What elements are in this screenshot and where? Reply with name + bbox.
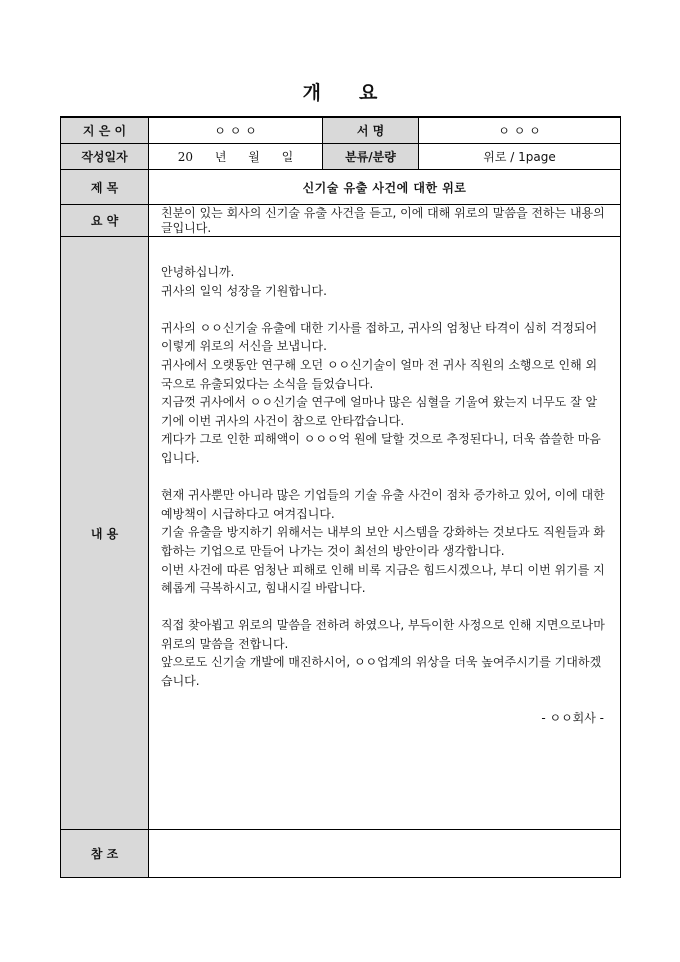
content-paragraph: 안녕하십니까. 귀사의 일익 성장을 기원합니다. [161, 265, 327, 298]
summary-table [60, 116, 621, 878]
date-label: 작성일자 [61, 144, 149, 170]
title-left: 개 [302, 82, 321, 104]
content-body [149, 237, 621, 830]
date-value: 20 년 월 일 [149, 144, 323, 170]
summary-label: 요 약 [61, 205, 149, 237]
subject-label: 제 목 [61, 170, 149, 205]
reference-label: 참 조 [61, 830, 149, 878]
reference-value [149, 830, 621, 878]
content-paragraph: 직접 찾아뵙고 위로의 말씀을 전하려 하였으나, 부득이한 사정으로 인해 지면으로나마 위로의 말씀을 전합니다. 앞으로도 신기술 개발에 매진하시어, ㅇㅇ업계의 위상을 더욱 높여주시기를 기대하겠습니다. [161, 618, 605, 689]
signature-value: ㅇ ㅇ ㅇ [419, 117, 621, 144]
row-subject [61, 170, 621, 205]
subject-value: 신기술 유출 사건에 대한 위로 [149, 170, 621, 205]
author-label: 지 은 이 [61, 117, 149, 144]
row-content [61, 237, 621, 830]
content-paragraph: 현재 귀사뿐만 아니라 많은 기업들의 기술 유출 사건이 점차 증가하고 있어, 이에 대한 예방책이 시급하다고 여겨집니다. 기술 유출을 방지하기 위해서는 내부의 보안 시스템을 강화하는 것보다도 직원들과 화합하는 기업으로 만들어 나가는 것이 최선의 방안이라 생각합니다. 이번 사건에 따른 엄청난 피해로 인해 비록 지금은 힘드시겠으나, 부디 이번 위기를 지혜롭게 극복하시고, 힘내시길 바랍니다. [161, 488, 605, 596]
row-reference [61, 830, 621, 878]
content-label: 내 용 [61, 237, 149, 830]
closing-signature: - ㅇㅇ회사 - [541, 710, 604, 725]
document-title [0, 78, 680, 105]
summary-value: 친분이 있는 회사의 신기술 유출 사건을 듣고, 이에 대해 위로의 말씀을 전하는 내용의 글입니다. [149, 205, 621, 237]
row-date [61, 144, 621, 170]
category-value: 위로 / 1page [419, 144, 621, 170]
title-right: 요 [359, 82, 378, 104]
author-value: ㅇ ㅇ ㅇ [149, 117, 323, 144]
row-summary [61, 205, 621, 237]
category-label: 분류/분량 [323, 144, 419, 170]
row-author [61, 117, 621, 144]
signature-label: 서 명 [323, 117, 419, 144]
content-paragraph: 귀사의 ㅇㅇ신기술 유출에 대한 기사를 접하고, 귀사의 엄청난 타격이 심히 걱정되어 이렇게 위로의 서신을 보냅니다. 귀사에서 오랫동안 연구해 오던 ㅇㅇ신기술이 얼마 전 귀사 직원의 소행으로 인해 외국으로 유출되었다는 소식을 들었습니다. 지금껏 귀사에서 ㅇㅇ신기술 연구에 얼마나 많은 심혈을 기울여 왔는지 너무도 잘 알기에 이번 귀사의 사건이 참으로 안타깝습니다. 게다가 그로 인한 피해액이 ㅇㅇㅇ억 원에 달할 것으로 추정된다니, 더욱 씁쓸한 마음입니다. [161, 320, 601, 465]
